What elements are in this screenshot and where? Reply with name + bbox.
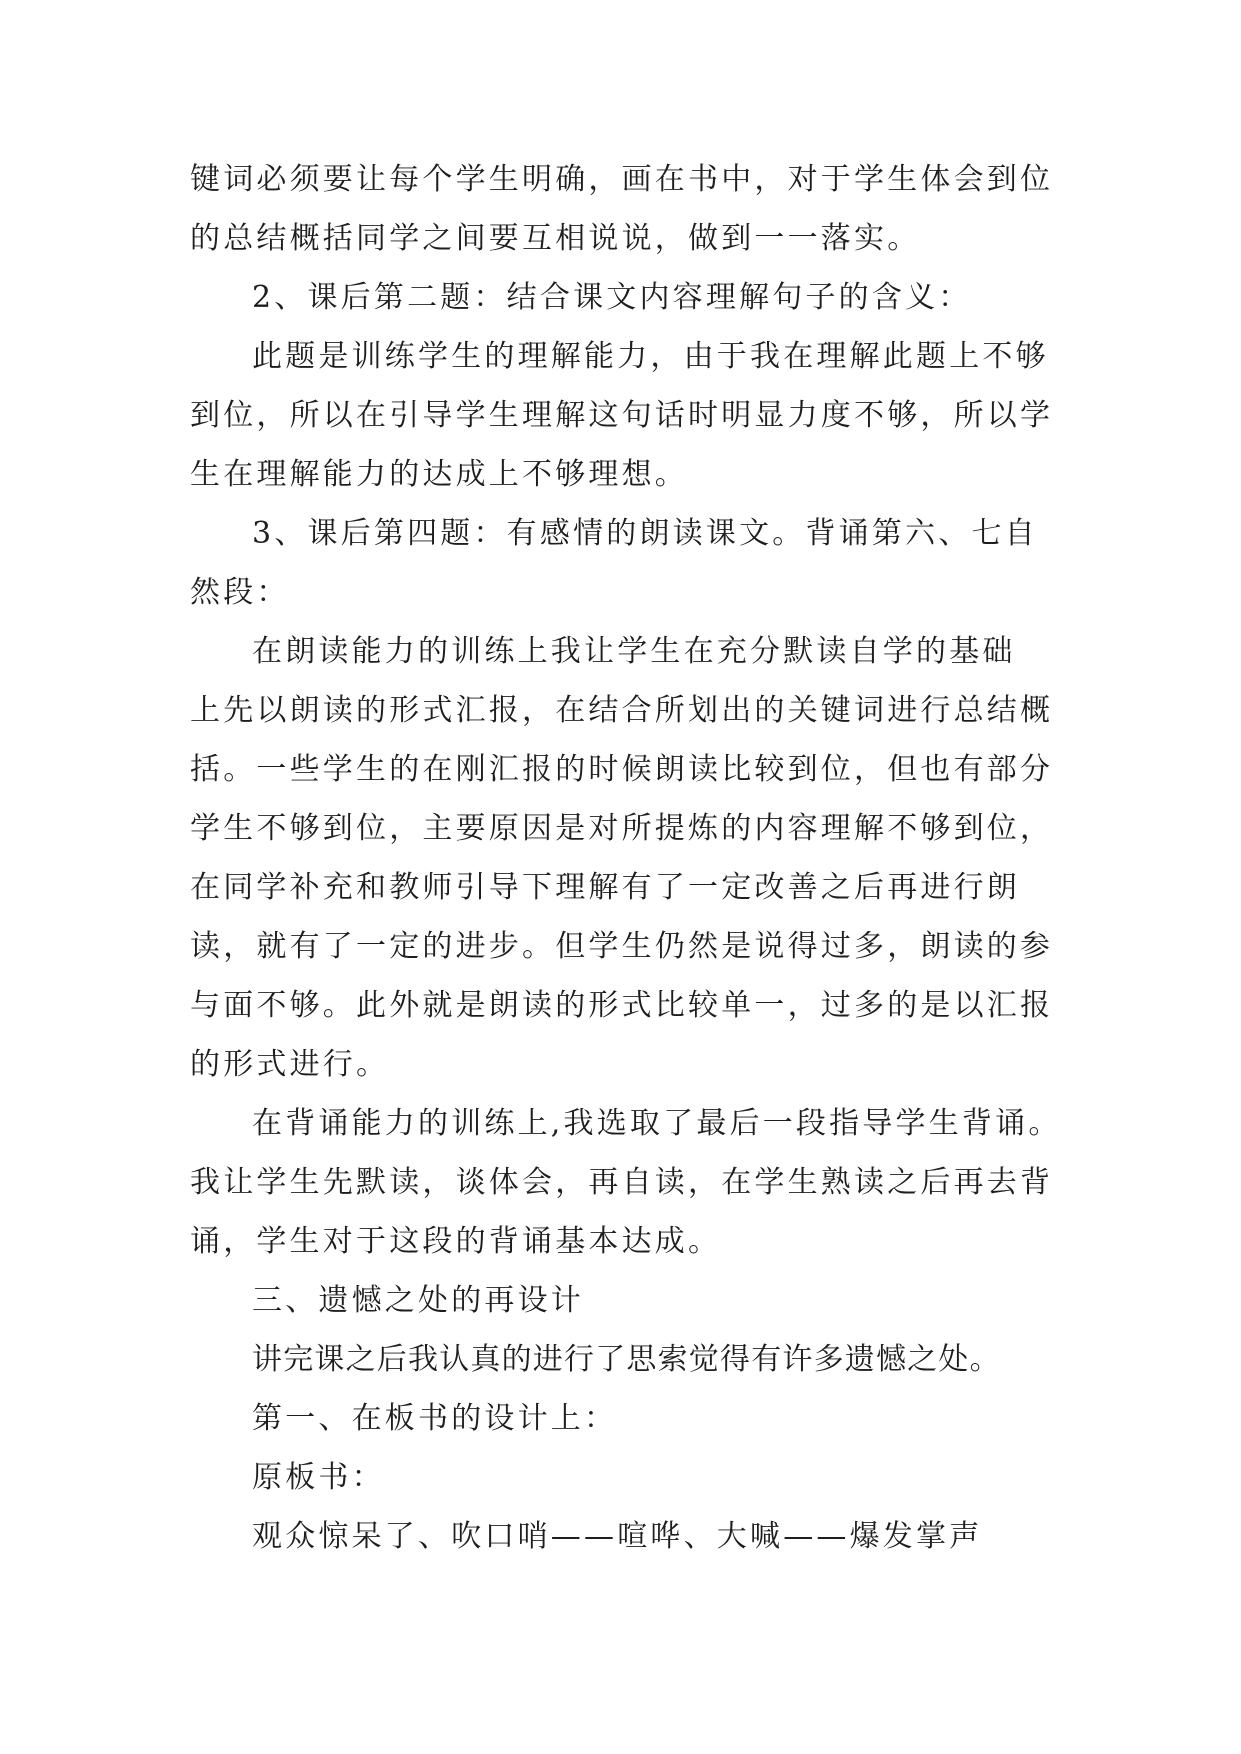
text-line: 3、课后第四题：有感情的朗读课文。背诵第六、七自 [252,516,1038,551]
text-line: 在背诵能力的训练上,我选取了最后一段指导学生背诵。 [252,1106,1062,1141]
text-line: 的形式进行。 [190,1047,390,1082]
text-line: 在同学补充和教师引导下理解有了一定改善之后再进行朗 [190,870,1020,905]
text-line: 诵，学生对于这段的背诵基本达成。 [190,1224,722,1259]
text-line: 此题是训练学生的理解能力，由于我在理解此题上不够 [252,339,1049,374]
text-line: 到位，所以在引导学生理解这句话时明显力度不够，所以学 [190,398,1054,433]
section-heading: 三、遗憾之处的再设计 [252,1283,584,1318]
text-line: 2、课后第二题：结合课文内容理解句子的含义： [252,280,972,315]
text-line: 生在理解能力的达成上不够理想。 [190,457,688,492]
text-line: 上先以朗读的形式汇报，在结合所划出的关键词进行总结概 [190,693,1054,728]
text-line: 键词必须要让每个学生明确，画在书中，对于学生体会到位 [190,162,1054,197]
text-line: 括。一些学生的在刚汇报的时候朗读比较到位，但也有部分 [190,752,1054,787]
text-line: 在朗读能力的训练上我让学生在充分默读自学的基础 [252,634,1016,669]
document-body [190,150,1080,1566]
text-line: 的总结概括同学之间要互相说说，做到一一落实。 [190,221,921,256]
text-line: 读，就有了一定的进步。但学生仍然是说得过多，朗读的参 [190,929,1054,964]
text-line: 我让学生先默读，谈体会，再自读，在学生熟读之后再去背 [190,1165,1054,1200]
text-line: 与面不够。此外就是朗读的形式比较单一，过多的是以汇报 [190,988,1054,1023]
text-line: 然段： [190,575,290,610]
text-line: 学生不够到位，主要原因是对所提炼的内容理解不够到位， [190,811,1054,846]
text-line: 第一、在板书的设计上： [252,1401,618,1436]
text-line: 观众惊呆了、吹口哨——喧哗、大喊——爆发掌声 [252,1519,983,1554]
text-line: 原板书： [252,1460,385,1495]
text-line: 讲完课之后我认真的进行了思索觉得有许多遗憾之处。 [252,1342,1001,1377]
